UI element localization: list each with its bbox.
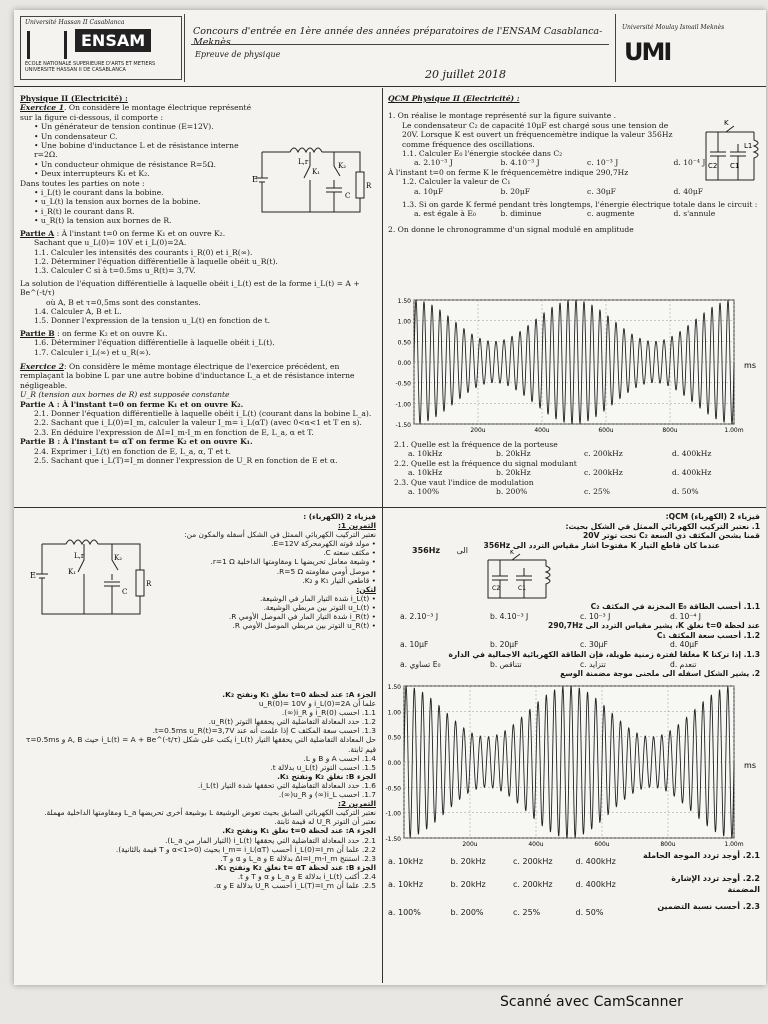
- ar-component-item: • قاطعي التيار K₁ و K₂.: [302, 575, 376, 585]
- ar-answer-option[interactable]: d. 400kHz: [575, 880, 616, 889]
- fr-question: 2.1. Donner l'équation différentielle à laquelle obéit i_L(t) (courant dans la bobine L_a).: [34, 409, 372, 418]
- svg-text:K₁: K₁: [312, 168, 321, 176]
- ar-q23-row: [388, 901, 760, 918]
- ar-q12-pre: عند لحظة t=0 نغلق K، يشير مقياس التردد الى 290,7Hz: [548, 621, 760, 631]
- ar-q23-options: [388, 907, 638, 918]
- ar-right-column: [388, 512, 760, 550]
- ar-q23: 2.3. أحسب نسبة التضمين: [657, 902, 760, 911]
- ar-note-item: • i_L(t) شدة التيار المار في الوشيعة.: [259, 593, 376, 603]
- ar-answer-option[interactable]: c. تتزايد: [580, 659, 606, 669]
- ar-q12: 1.2. أحسب سعة المكثف C₁: [656, 630, 760, 640]
- ar-q22-row: [388, 873, 760, 895]
- fr-question: 1.4. Calculer A, B et L.: [34, 306, 122, 316]
- ar-question: 2.1. حدد المعادلة التفاضلية التي يحققها i_L(t) (التيار المار من L_a).: [165, 835, 376, 845]
- ar-answer-option[interactable]: a. 2.10⁻³ J: [400, 611, 439, 621]
- fr-answer-option[interactable]: c. 25%: [584, 487, 610, 497]
- fr-q1: 1. On réalise le montage représenté sur la figure suivante .: [388, 111, 617, 121]
- svg-text:C: C: [345, 192, 351, 200]
- ar-question: 1.2. حدد المعادلة التفاضلية التي يحققها التوتر u_R(t).: [208, 717, 376, 727]
- fr-q23: 2.3. Que vaut l'indice de modulation: [394, 477, 534, 487]
- fr-answer-option[interactable]: a. est égale à E₀: [414, 209, 476, 219]
- ar-component-item: • وشيعة معامل تحريضها L ومقاومتها الداخلية r=1 Ω.: [210, 557, 376, 567]
- ar-ex2-partA: الجزء A: عند لحظة t=0 نغلق K₁ ونفتح K₂.: [222, 826, 376, 836]
- fr-component-item: • Un générateur de tension continue (E=12V).: [34, 122, 214, 132]
- fr-lc-k: K: [724, 120, 729, 127]
- ar-answer-option[interactable]: b. تتناقص: [490, 659, 522, 669]
- ar-left-column: [154, 512, 376, 630]
- svg-text:R: R: [366, 182, 372, 190]
- fr-answer-option[interactable]: d. 40μF: [673, 186, 704, 196]
- fr-q12-pre: À l'instant t=0 on ferme K le fréquencemètre indique 290,7Hz: [388, 167, 629, 177]
- ar-question: 1.3. احسب سعة المكثف C إذا علمت أنه عند t=0.5ms u_R(t)=3,7V.: [152, 726, 376, 736]
- fr-component-item: • Un conducteur ohmique de résistance R=5Ω.: [34, 159, 216, 169]
- ar-question: 2.2. علما أن i_L(0)=I_m أحسب I_m= i_L(αT) بحيث (0<α<1 و T قيمة بالثانية).: [115, 844, 376, 854]
- y-tick-label: 1.00: [387, 709, 401, 717]
- ar-circuit-diagram: [22, 530, 154, 622]
- fr-q22: 2.2. Quelle est la fréquence du signal modulant: [394, 458, 577, 468]
- svg-text:L,r: L,r: [298, 158, 309, 166]
- ar-answer-option[interactable]: a. 100%: [388, 908, 421, 917]
- fr-note-item: • u_R(t) la tension aux bornes de R.: [34, 216, 172, 226]
- ar-answer-option[interactable]: d. 10⁻⁴ J: [670, 611, 702, 621]
- x-tick-label: 600u: [594, 841, 610, 848]
- fr-partB: [20, 329, 376, 338]
- fr-question: 2.4. Exprimer i_L(t) en fonction de E, L_a, α, T et t.: [34, 446, 231, 456]
- fr-ex2-partB: Partie B : À l'instant t= αT on ferme K₂ et on ouvre K₁.: [20, 437, 253, 447]
- exam-sheet: [14, 10, 766, 985]
- fr-ex2-questions: [20, 409, 376, 437]
- ar-q13-options: [388, 660, 760, 670]
- ar-answer-option[interactable]: c. 25%: [513, 908, 541, 917]
- header-divider: [191, 44, 609, 45]
- ar-answer-option[interactable]: d. تنعدم: [670, 659, 697, 669]
- ar-ex2-questions: [18, 836, 376, 863]
- ar-question: 2.5. علما أن i_L(T)=I_m أحسب U_R بدلالة E و α.: [213, 880, 376, 890]
- fr-ex2-label: Exercice 2: [20, 361, 65, 371]
- fr-q11: 1.1. Calculer E₀ l'énergie stockée dans C₂: [402, 149, 563, 159]
- exam-date: 20 juillet 2018: [425, 68, 506, 81]
- fr-notes-title: Dans toutes les parties on note :: [20, 178, 145, 188]
- ar-answer-option[interactable]: c. 200kHz: [513, 857, 553, 866]
- y-tick-label: 1.00: [397, 318, 411, 326]
- ar-title: فيزياء 2 (الكهرباء) :: [303, 512, 376, 521]
- ar-q2-questions: [388, 850, 760, 918]
- fr-component-item: • Un condensateur C.: [34, 131, 118, 141]
- fr-answer-option[interactable]: d. 10⁻⁴ J: [673, 158, 706, 168]
- ar-question: 1.4. احسب A و B و L.: [303, 753, 376, 763]
- umi-logo: [620, 24, 762, 78]
- x-tick-label: 400u: [534, 427, 550, 434]
- ar-ex1-intro: نعتبر التركيب الكهربائي الممثل في الشكل أسفله والمكون من:: [184, 530, 376, 540]
- fr-answer-option[interactable]: c. 30μF: [587, 186, 616, 196]
- ar-ex2-questions2: [18, 872, 376, 890]
- fr-answer-option[interactable]: b. diminue: [500, 209, 542, 219]
- fr-ex1-intro: [20, 103, 256, 122]
- svg-text:K₂: K₂: [338, 162, 347, 170]
- svg-text:K₁: K₁: [68, 568, 77, 576]
- ar-lc-circuit: [482, 550, 562, 606]
- ar-answer-option[interactable]: d. 40μF: [670, 640, 699, 650]
- exam-header: [14, 10, 766, 87]
- time-unit-label: ms: [744, 761, 756, 770]
- fr-ex2-text: : On considère le même montage électrique de l'exercice précédent, en remplaçant la bobine L par une autre bobine d'inductance L_a et de résistance interne négligeable.: [20, 361, 355, 390]
- ar-right-q1: [388, 602, 760, 679]
- fr-ex2-partA: Partie A : À l'instant t=0 on ferme K₁ et on ouvre K₂.: [20, 399, 244, 409]
- fr-partB-questions: [20, 338, 376, 357]
- fr-oscillogram: [386, 294, 758, 436]
- ar-answer-option[interactable]: c. 30μF: [580, 640, 608, 650]
- fr-ex2-intro: [20, 362, 376, 390]
- fr-ex1-items: [20, 122, 240, 178]
- fr-answer-option[interactable]: c. 200kHz: [584, 468, 623, 478]
- left-university: Université Hassan II Casablanca: [25, 19, 125, 26]
- fr-answer-option[interactable]: a. 2.10⁻³ J: [414, 158, 453, 168]
- ar-q1: 1. نعتبر التركيب الكهربائي الممثل في الشكل بحيث:: [565, 521, 760, 531]
- svg-text:R: R: [146, 580, 152, 588]
- fr-answer-option[interactable]: c. augmente: [587, 209, 635, 219]
- y-tick-label: -1.50: [385, 836, 401, 843]
- fr-qcm-title: QCM Physique II (Electricité) :: [388, 94, 520, 103]
- ar-q13: 1.3. إذا تركنا K مغلقا لفترة زمنية طويلة، فإن الطاقة الكهربائية الاجمالية في الدارة: [448, 649, 760, 659]
- x-tick-label: 1.00m: [724, 427, 744, 434]
- x-tick-label: 1.00m: [724, 841, 744, 848]
- fr-partA-questions2: [20, 307, 376, 326]
- fr-q12: 1.2. Calculer la valeur de C₁: [402, 177, 511, 187]
- ar-q1-b: قمنا بشحن المكثف ذي السعة C₂ تحت توتر 20V: [583, 531, 760, 541]
- ar-question: 1.5. احسب التوتر u_L(t) بدلالة t.: [270, 762, 376, 772]
- x-tick-label: 800u: [660, 841, 676, 848]
- ar-q12-options: [388, 640, 760, 650]
- fr-q21-options: [394, 449, 760, 458]
- ar-note-item: • u_L(t) التوتر بين مربطي الوشيعة.: [263, 602, 376, 612]
- ar-q21: 2.1. أوجد تردد الموجة الحاملة: [643, 851, 760, 860]
- y-tick-label: 1.50: [387, 684, 401, 691]
- fr-answer-option[interactable]: b. 20kHz: [496, 449, 531, 459]
- fr-question: 1.7. Calculer i_L(∞) et u_R(∞).: [34, 347, 151, 357]
- umi-mark: UMI: [624, 38, 671, 66]
- ar-q22: 2.2. أوجد تردد الإشارة المضمنة: [671, 874, 760, 894]
- fr-answer-option[interactable]: c. 10⁻³ J: [587, 158, 619, 168]
- fr-question: 1.1. Calculer les intensités des courants i_R(0) et i_R(∞).: [34, 247, 253, 257]
- time-unit-label: ms: [744, 361, 756, 370]
- ensam-logo: [20, 16, 182, 80]
- ar-question: 1.1. احسب i_R(0) و i_R(∞).: [281, 708, 376, 718]
- ar-q11-options: [388, 612, 760, 622]
- y-tick-label: -1.50: [395, 422, 411, 429]
- x-tick-label: 400u: [528, 841, 544, 848]
- ar-items: [154, 539, 376, 584]
- fr-answer-option[interactable]: b. 200%: [496, 487, 528, 497]
- ar-ex2-note: نعتبر أن التوتر U_R له قيمة ثابتة.: [274, 817, 376, 827]
- ar-notes-title: لتكن:: [356, 584, 376, 594]
- fr-answer-option[interactable]: a. 10μF: [414, 186, 444, 196]
- fr-note-item: • i_L(t) le courant dans la bobine.: [34, 188, 164, 198]
- fr-answer-option[interactable]: b. 20μF: [500, 186, 531, 196]
- fr-note-item: • i_R(t) le courant dans R.: [34, 206, 135, 216]
- fr-answer-option[interactable]: b. 20kHz: [496, 468, 531, 478]
- y-tick-label: -1.00: [395, 401, 411, 409]
- ar-question: 2.4. أكتب i_L(t) بدلالة E و L_a و α و T و t.: [237, 871, 376, 881]
- fr-answer-option[interactable]: b. 4.10⁻³ J: [500, 158, 540, 168]
- fr-question: 2.5. Sachant que i_L(T)=I_m donner l'expression de U_R en fonction de E et α.: [34, 456, 338, 466]
- ar-question: حل المعادلة التفاضلية التي يحققها التيار i_L(t) يكتب على شكل i_L(t) = A + Be^(-t/τ) حيث A, B و τ=0.5ms قيم ثابتة.: [25, 735, 376, 754]
- ar-oscillogram: [374, 680, 758, 850]
- ar-answer-option[interactable]: b. 200%: [450, 908, 484, 917]
- ar-q2: 2. يشير الشكل اسفله الى ملحنى موجة مضمنة الوسع: [560, 669, 760, 679]
- fr-answer-option[interactable]: d. s'annule: [673, 209, 716, 219]
- ar-answer-option[interactable]: b. 20kHz: [450, 880, 486, 889]
- ar-q11: 1.1. أحسب الطاقة E₀ المخزنة في المكثف C₂: [590, 602, 760, 611]
- ar-answer-option[interactable]: b. 20kHz: [450, 857, 486, 866]
- ar-lc-c1: C1: [518, 585, 527, 592]
- ar-answer-option[interactable]: d. 400kHz: [575, 857, 616, 866]
- fr-question: 2.3. En déduire l'expression de ΔI=I_m-I_m en fonction de E, L_a, α et T.: [34, 427, 314, 437]
- ar-answer-option[interactable]: a. 10kHz: [388, 857, 424, 866]
- ar-notes: [154, 594, 376, 630]
- fr-q1-body: Le condensateur C₂ de capacité 10μF est chargé sous une tension de 20V. Lorsque K est ouvert un fréquencemètre indique la valeur 356Hz comme fréquence des oscillations.: [402, 120, 673, 149]
- ar-q22-options: [388, 879, 638, 895]
- fr-q21: 2.1. Quelle est la fréquence de la porteuse: [394, 440, 558, 449]
- fr-answer-option[interactable]: a. 10kHz: [408, 449, 443, 459]
- fr-answer-option[interactable]: c. 200kHz: [584, 449, 623, 459]
- fr-partA-questions: [20, 248, 376, 276]
- fr-q2: 2. On donne le chronogramme d'un signal modulé en amplitude: [388, 224, 634, 234]
- ar-answer-option[interactable]: a. 10μF: [400, 640, 429, 650]
- x-tick-label: 200u: [462, 841, 478, 848]
- fr-note-item: • u_L(t) la tension aux bornes de la bobine.: [34, 197, 201, 207]
- ar-q21-options: [388, 856, 638, 867]
- ar-component-item: • مولد قوته الكهرمحركة E=12V.: [271, 539, 376, 549]
- y-tick-label: 1.50: [397, 298, 411, 305]
- y-tick-label: -0.50: [395, 380, 411, 388]
- y-tick-label: 0.00: [387, 760, 401, 767]
- ar-freq-prefix: الى: [456, 546, 468, 555]
- fr-answer-option[interactable]: a. 10kHz: [408, 468, 443, 478]
- fr-component-item: • Une bobine d'inductance L et de résistance interne r=2Ω.: [34, 141, 239, 160]
- fr-answer-option[interactable]: a. 100%: [408, 487, 440, 497]
- ar-q1-c: عندما كان قاطع التيار K مفتوحا اشار مقياس التردد الى 356Hz: [483, 540, 720, 550]
- ar-answer-option[interactable]: d. 50%: [575, 908, 604, 917]
- ar-question: 2.3. استنتج ΔI=I_m-I_m بدلالة E و L_a و α و T.: [220, 853, 376, 863]
- fr-answer-option[interactable]: d. 400kHz: [672, 468, 712, 478]
- fr-answer-option[interactable]: d. 50%: [672, 487, 699, 497]
- fr-circuit-diagram: [250, 138, 378, 220]
- svg-text:C: C: [122, 588, 128, 596]
- fr-partA-given: Sachant que u_L(0)= 10V et i_L(0)=2A.: [34, 238, 187, 248]
- camscanner-watermark: Scanné avec CamScanner: [500, 994, 683, 1010]
- y-tick-label: 0.00: [397, 360, 411, 367]
- fr-ex1-label: Exercice 1: [20, 103, 65, 113]
- fr-partA-label: Partie A: [20, 228, 55, 238]
- fr-ex2-questions2: [20, 447, 376, 466]
- ar-questions: [18, 708, 376, 772]
- y-tick-label: -1.00: [385, 810, 401, 818]
- fr-question: 1.2. Déterminer l'équation différentielle à laquelle obéit u_R(t).: [34, 256, 278, 266]
- fr-partA-solution2: où A, B et τ=0,5ms sont des constantes.: [46, 297, 201, 307]
- fr-ex1-text: . On considère le montage électrique représenté sur la figure ci-dessous, il comporte :: [20, 103, 252, 122]
- ar-partA-given: علما أن i_L(0)=2A و u_R(0)= 10V: [258, 699, 376, 709]
- ar-component-item: • موصل أومي مقاومته R=5 Ω.: [276, 566, 376, 576]
- fr-partA-solution: La solution de l'équation différentielle à laquelle obéit i_L(t) est de la forme i_L(t) = A + Be^(-t/τ): [20, 278, 360, 298]
- y-tick-label: 0.50: [397, 339, 411, 347]
- fr-partB-label: Partie B: [20, 328, 55, 338]
- ar-answer-option[interactable]: a. تساوي E₀: [400, 659, 441, 669]
- header-middle: [184, 14, 616, 82]
- ar-answer-option[interactable]: b. 4.10⁻³ J: [490, 611, 529, 621]
- svg-text:K₂: K₂: [114, 554, 123, 562]
- epreuve-label: Epreuve de physique: [195, 50, 281, 59]
- fr-q12-options: [388, 187, 760, 196]
- ar-lc-c2: C2: [492, 585, 501, 592]
- fr-question: 1.5. Donner l'expression de la tension u_L(t) en fonction de t.: [34, 316, 271, 326]
- fr-lc-circuit: [698, 120, 762, 186]
- ar-answer-option[interactable]: c. 10⁻³ J: [580, 611, 611, 621]
- ar-qcm-title: فيزياء 2 (الكهرباء) QCM:: [665, 512, 760, 521]
- fr-answer-option[interactable]: d. 400kHz: [672, 449, 712, 459]
- fr-partA-text: : À l'instant t=0 on ferme K₁ et on ouvre K₂.: [56, 228, 226, 238]
- ar-question: 1.6. حدد المعادلة التفاضلية التي تحققها شدة التيار i_L(t).: [197, 780, 376, 790]
- ar-q21-row: [388, 850, 760, 867]
- ar-freq-value: 356Hz: [412, 546, 441, 555]
- x-tick-label: 600u: [598, 427, 614, 434]
- fr-component-item: • Deux interrupteurs K₁ et K₂.: [34, 169, 150, 179]
- ar-ex2-partB: الجزء B: عند لحظة t= αT نغلق K₂ ونفتح K₁.: [214, 862, 376, 872]
- fr-partA: [20, 229, 376, 238]
- y-tick-label: 0.50: [387, 734, 401, 742]
- svg-text:E: E: [252, 175, 258, 184]
- ar-note-item: • i_R(t) شدة التيار المار في الموصل الأومي R.: [228, 612, 376, 622]
- fr-lc-c1: C1: [730, 162, 740, 170]
- left-school: ECOLE NATIONALE SUPERIEURE D'ARTS ET METIERS UNIVERSITE HASSAN II DE CASABLANCA: [25, 61, 156, 73]
- ar-answer-option[interactable]: a. 10kHz: [388, 880, 424, 889]
- fr-partB-text: : on ferme K₂ et on ouvre K₁.: [57, 328, 168, 338]
- ar-left-column-b: [18, 690, 376, 890]
- fr-q23-options: [394, 487, 760, 496]
- fr-q13-options: [388, 209, 760, 218]
- ar-questions2: [18, 781, 376, 799]
- ar-answer-option[interactable]: c. 200kHz: [513, 880, 553, 889]
- svg-text:L,r: L,r: [74, 552, 85, 560]
- section-divider: [14, 507, 766, 508]
- ar-question: 1.7. احسب i_L(∞) و u_R(∞).: [278, 790, 376, 800]
- ar-freq: [412, 546, 468, 555]
- svg-text:E: E: [30, 571, 36, 580]
- contest-title: Concours d'entrée en 1ère année des années préparatoires de l'ENSAM Casablanca-Meknès: [193, 26, 603, 48]
- right-university: Université Moulay Ismail Meknès: [622, 24, 725, 31]
- ar-lc-k: K: [510, 550, 514, 556]
- fr-ex2-note: U_R (tension aux bornes de R) est supposée constante: [20, 390, 230, 400]
- y-tick-label: -0.50: [385, 785, 401, 793]
- fr-question: 2.2. Sachant que i_L(0)=I_m, calculer la valeur I_m= i_L(αT) (avec 0<α<1 et T en s).: [34, 418, 362, 428]
- x-tick-label: 800u: [662, 427, 678, 434]
- fr-q22-options: [394, 468, 760, 477]
- ensam-mark-icon: [27, 31, 67, 59]
- ar-answer-option[interactable]: b. 20μF: [490, 640, 519, 650]
- ar-partB: الجزء B: نغلق K₂ ونفتح K₁.: [277, 771, 376, 781]
- ar-ex1: التمرين 1:: [337, 521, 376, 531]
- fr-lc-l1: L1: [744, 142, 753, 150]
- fr-question: 1.3. Calculer C si à t=0.5ms u_R(t)= 3,7V.: [34, 266, 196, 276]
- fr-lc-c2: C2: [708, 162, 718, 170]
- ar-ex2-intro: نعتبر التركيب الكهربائي السابق بحيث تعوض الوشيعة L بوشيعة أخرى تحريضها L_a ومقاومتها الداخلية مهملة.: [44, 808, 376, 818]
- fr-q2-questions: [394, 440, 760, 496]
- ar-component-item: • مكثف سعته C.: [323, 548, 376, 558]
- ar-ex2: التمرين 2:: [337, 799, 376, 809]
- fr-question: 1.6. Déterminer l'équation différentielle à laquelle obéit i_L(t).: [34, 338, 275, 348]
- x-tick-label: 200u: [470, 427, 486, 434]
- fr-q13: 1.3. Si on garde K fermé pendant très longtemps, l'énergie électrique totale dans le circuit :: [402, 200, 758, 210]
- fr-physique-title: Physique II (Electricité) :: [20, 94, 128, 103]
- ar-note-item: • u_R(t) التوتر بين مربطي الموصل الأومي R.: [232, 621, 376, 631]
- ensam-wordmark: ENSAM: [75, 29, 151, 52]
- ar-partA: الجزء A: عند لحظة t=0 نغلق K₁ ونفتح K₂.: [222, 690, 376, 699]
